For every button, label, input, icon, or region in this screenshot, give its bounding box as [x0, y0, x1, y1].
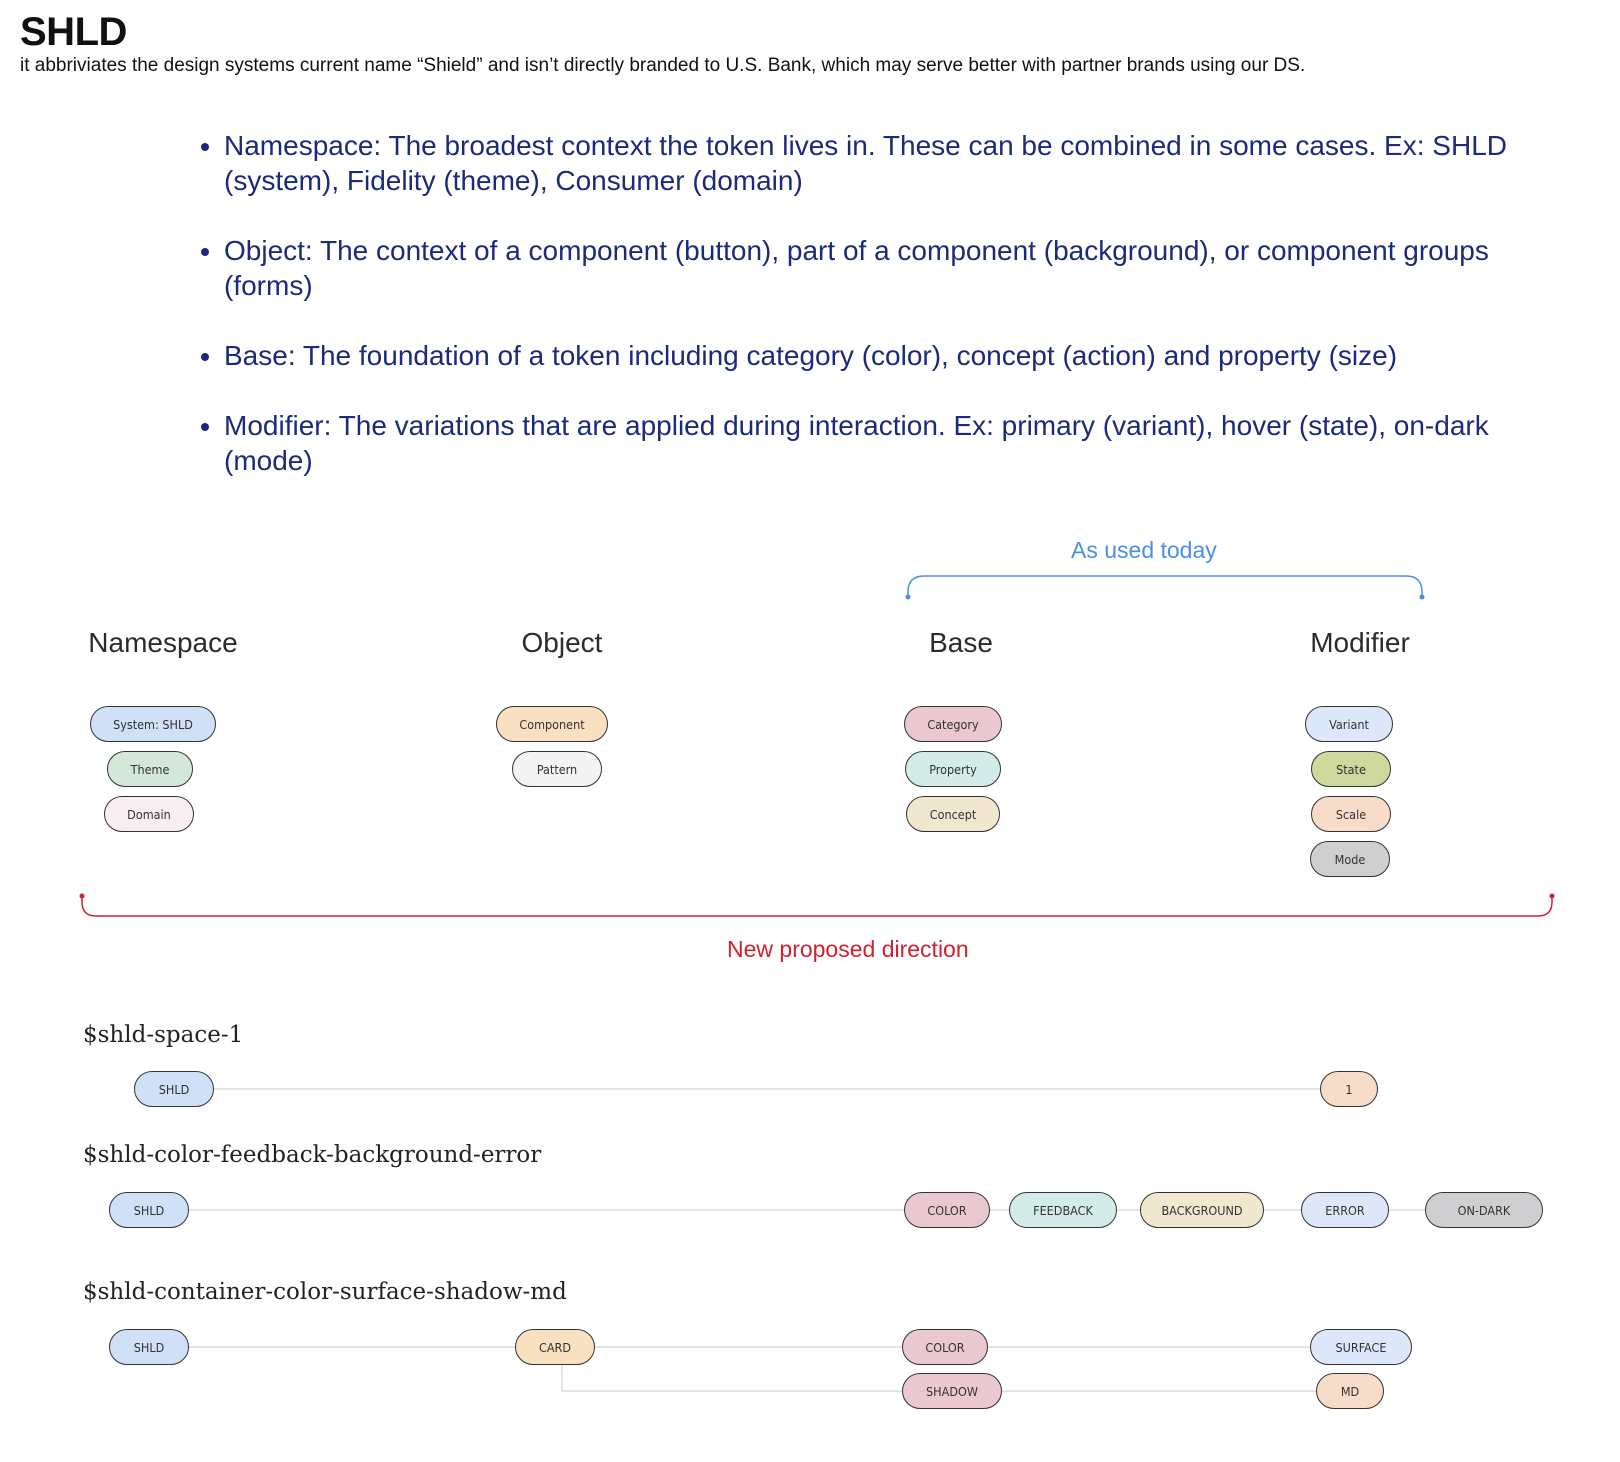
pill-concept: Concept [906, 796, 1000, 832]
pill-on-dark: ON-DARK [1425, 1192, 1543, 1228]
bracket-end-dot [1420, 595, 1425, 600]
pill-shld: SHLD [134, 1071, 214, 1107]
pill-scale: Scale [1311, 796, 1391, 832]
pill-color: COLOR [902, 1329, 988, 1365]
pill-system: System: SHLD [90, 706, 216, 742]
bracket-end-dot [1550, 894, 1555, 899]
connector-line [562, 1365, 905, 1391]
column-title-base: Base [929, 627, 993, 658]
token-name-feedback: $shld-color-feedback-background-error [83, 1142, 542, 1168]
definition-namespace: • Namespace: The broadest context the token lives in. These can be combined in some cases. Ex: SHLD (system), Fidelity (theme), Consumer (domain) [224, 128, 1524, 198]
pill-pattern: Pattern [512, 751, 602, 787]
pill-property: Property [905, 751, 1001, 787]
new-direction-bracket [82, 896, 1552, 916]
column-title-namespace: Namespace [88, 627, 238, 658]
pill-component: Component [496, 706, 608, 742]
bracket-end-dot [906, 595, 911, 600]
used-today-bracket [908, 576, 1422, 597]
pill-shld: SHLD [109, 1329, 189, 1365]
page-title: SHLD [20, 10, 127, 54]
used-today-label: As used today [1071, 537, 1217, 563]
pill-theme: Theme [107, 751, 193, 787]
token-name-shadow: $shld-container-color-surface-shadow-md [83, 1279, 567, 1305]
pill-shld: SHLD [109, 1192, 189, 1228]
pill-variant: Variant [1305, 706, 1393, 742]
pill-category: Category [904, 706, 1002, 742]
pill-card: CARD [515, 1329, 595, 1365]
page-subtitle: it abbriviates the design systems current name “Shield” and isn’t directly branded to U.S. Bank, which may serve better with partner brands using our DS. [20, 55, 1306, 76]
pill-feedback: FEEDBACK [1009, 1192, 1117, 1228]
pill-color: COLOR [904, 1192, 990, 1228]
pill-mode: Mode [1310, 841, 1390, 877]
definition-base: • Base: The foundation of a token including category (color), concept (action) and property (size) [224, 338, 1524, 373]
pill-error: ERROR [1301, 1192, 1389, 1228]
definition-modifier: • Modifier: The variations that are applied during interaction. Ex: primary (variant), hover (state), on-dark (mode) [224, 408, 1524, 478]
pill-background: BACKGROUND [1140, 1192, 1264, 1228]
pill-scale-value: 1 [1320, 1071, 1378, 1107]
pill-domain: Domain [104, 796, 194, 832]
pill-surface: SURFACE [1310, 1329, 1412, 1365]
definition-object: • Object: The context of a component (button), part of a component (background), or component groups (forms) [224, 233, 1524, 303]
token-name-space: $shld-space-1 [83, 1022, 244, 1048]
pill-state: State [1311, 751, 1391, 787]
column-title-object: Object [521, 627, 603, 658]
pill-shadow: SHADOW [902, 1373, 1002, 1409]
bracket-end-dot [80, 894, 85, 899]
pill-md: MD [1316, 1373, 1384, 1409]
new-direction-label: New proposed direction [727, 936, 969, 962]
column-title-modifier: Modifier [1310, 627, 1410, 658]
